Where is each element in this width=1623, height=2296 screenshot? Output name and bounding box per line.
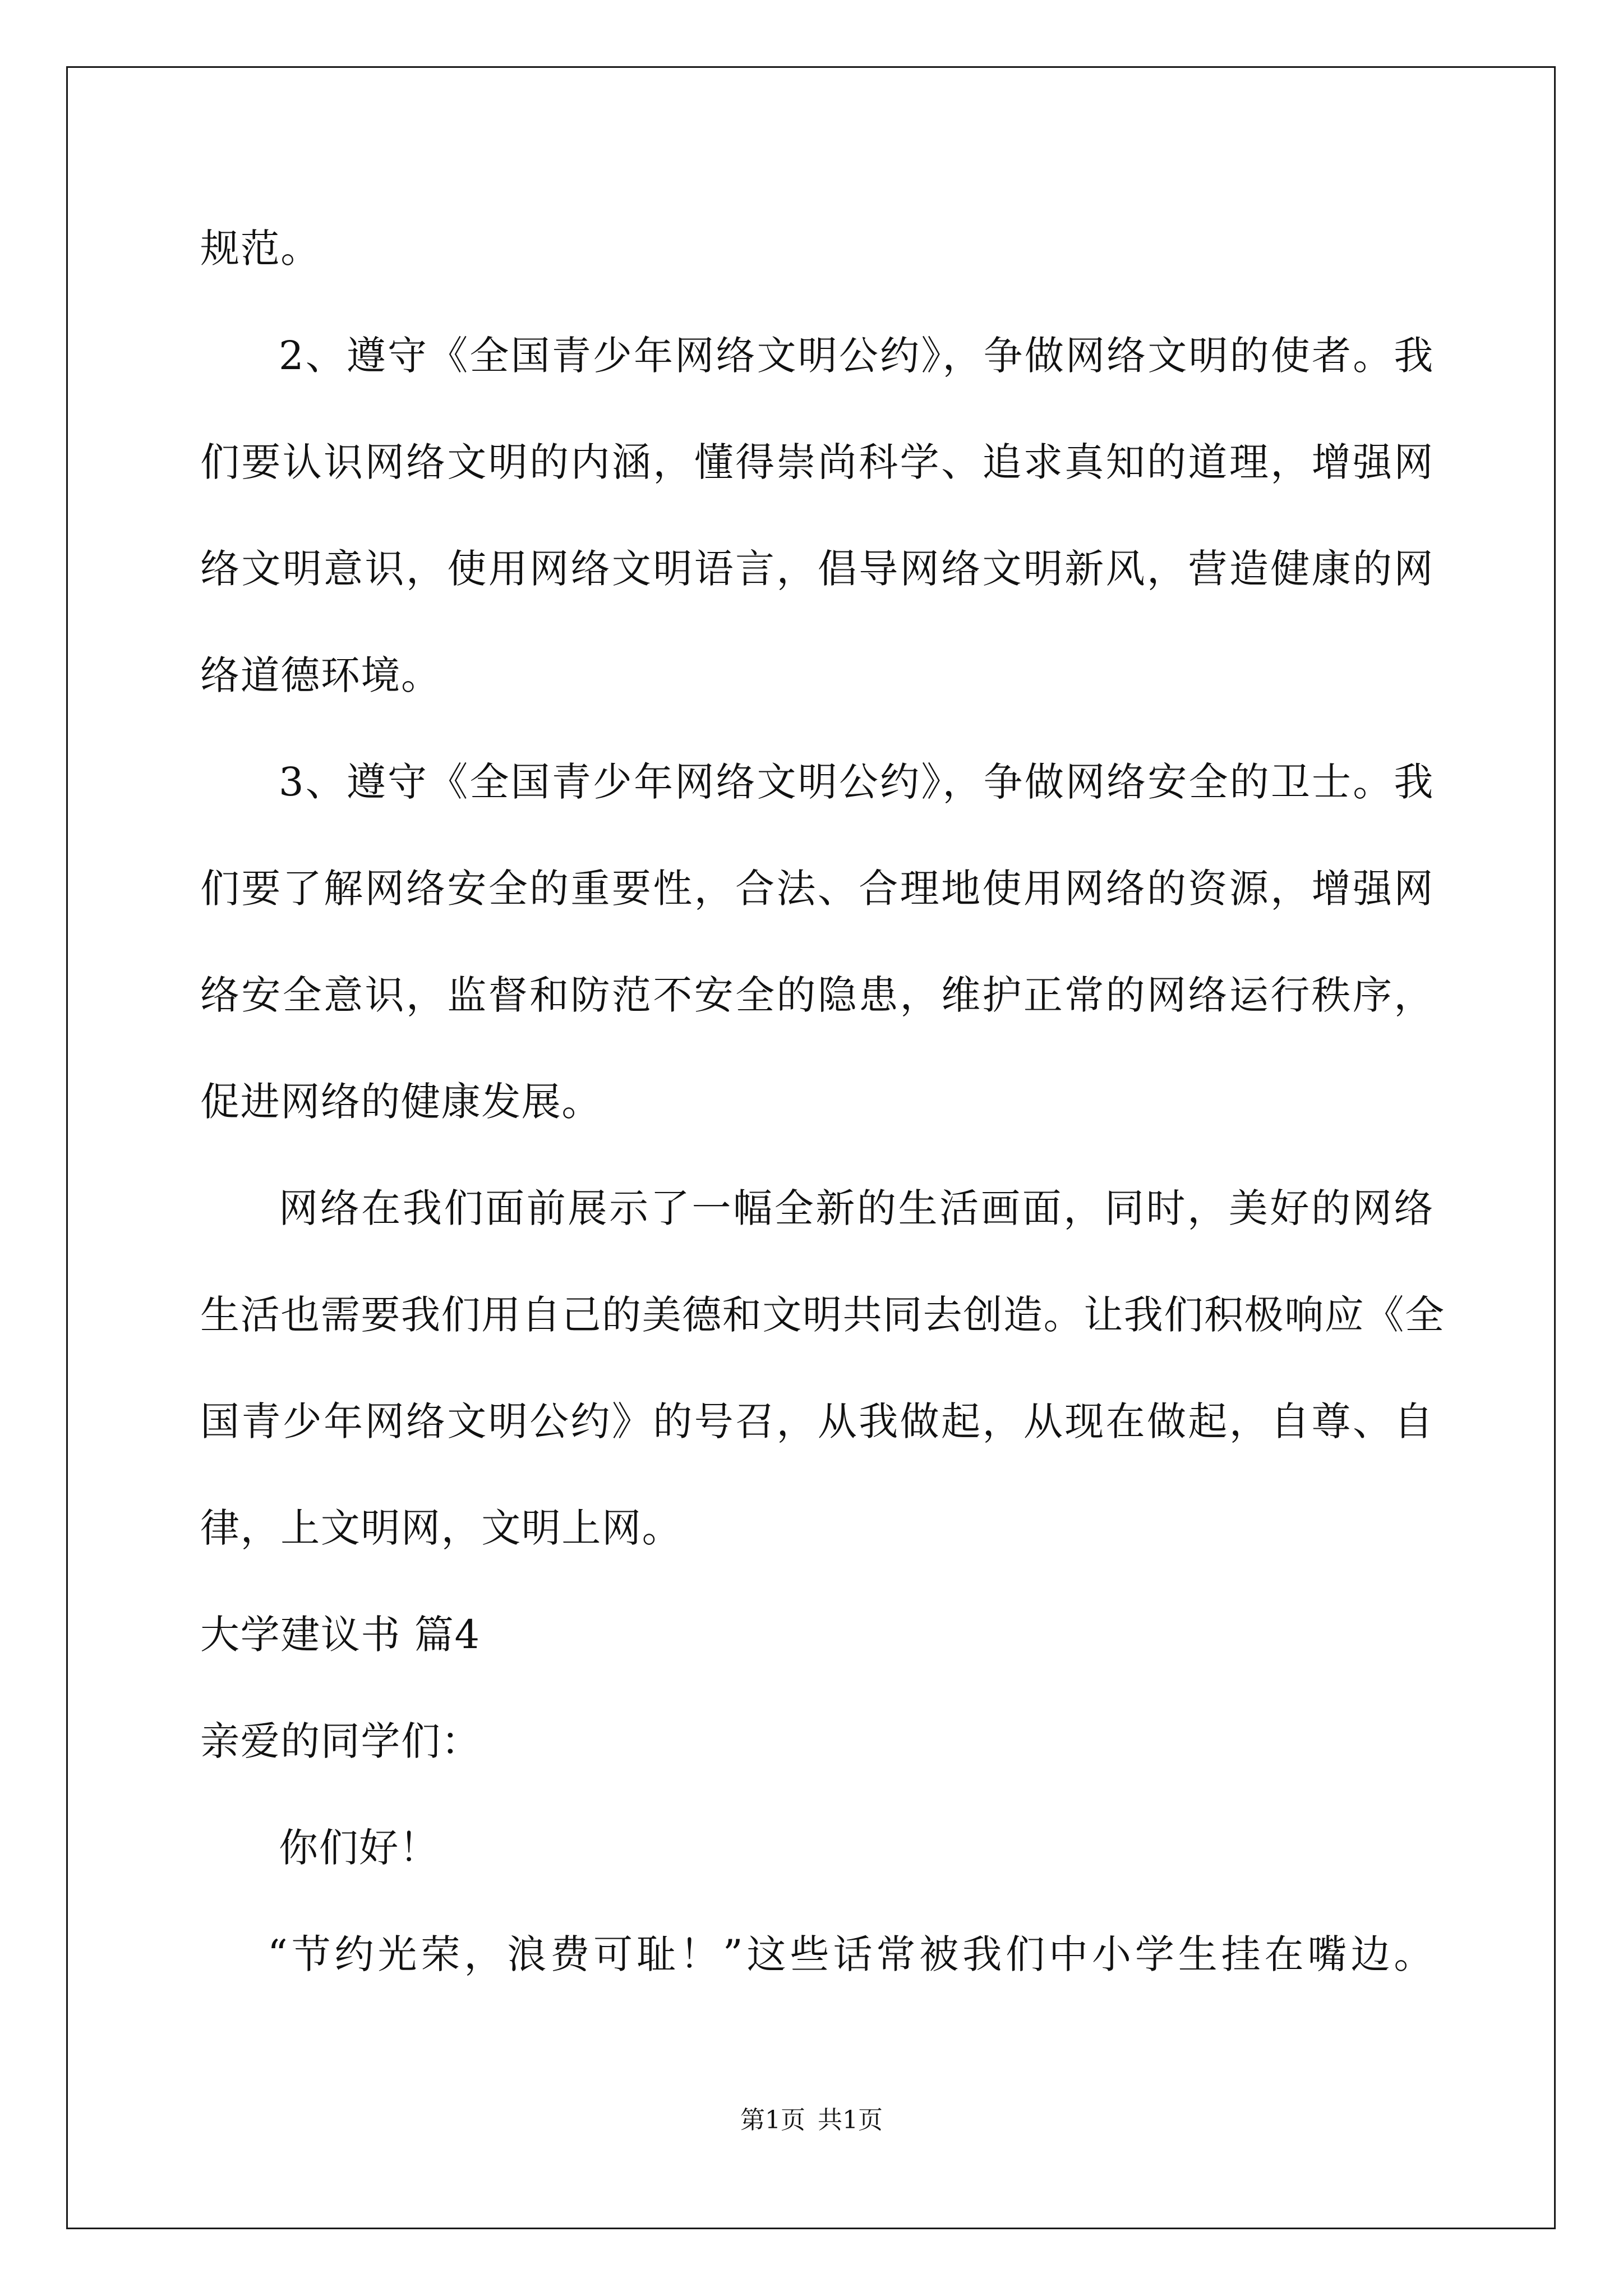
text-line: 国青少年网络文明公约》的号召，从我做起，从现在做起，自尊、自	[200, 1398, 1434, 1444]
greeting: 你们好！	[279, 1825, 440, 1871]
page-footer	[0, 2104, 1623, 2137]
page-border	[66, 66, 1556, 2229]
text-line: 们要了解网络安全的重要性，合法、合理地使用网络的资源，增强网	[200, 866, 1434, 912]
text-line: 促进网络的健康发展。	[200, 1079, 602, 1125]
salutation: 亲爱的同学们：	[200, 1718, 482, 1764]
page-total: 共1页	[818, 2106, 883, 2134]
text-line: 络道德环境。	[200, 652, 441, 698]
text-line: 络文明意识，使用网络文明语言，倡导网络文明新风，营造健康的网	[200, 546, 1434, 592]
text-line: 2、遵守《全国青少年网络文明公约》，争做网络文明的使者。我	[279, 333, 1434, 379]
text-line: 规范。	[200, 226, 321, 272]
text-line: 生活也需要我们用自己的美德和文明共同去创造。让我们积极响应《全	[200, 1292, 1445, 1338]
text-line: 律，上文明网，文明上网。	[200, 1505, 683, 1551]
section-heading: 大学建议书 篇4	[200, 1612, 481, 1658]
text-line: 络安全意识，监督和防范不安全的隐患，维护正常的网络运行秩序，	[200, 972, 1434, 1018]
page-number: 第1页	[740, 2106, 805, 2134]
text-line: “节约光荣，浪费可耻！”这些话常被我们中小学生挂在嘴边。	[268, 1931, 1434, 1977]
text-line: 网络在我们面前展示了一幅全新的生活画面，同时，美好的网络	[279, 1185, 1434, 1231]
text-line: 3、遵守《全国青少年网络文明公约》，争做网络安全的卫士。我	[279, 759, 1434, 805]
text-line: 们要认识网络文明的内涵，懂得崇尚科学、追求真知的道理，增强网	[200, 439, 1434, 485]
